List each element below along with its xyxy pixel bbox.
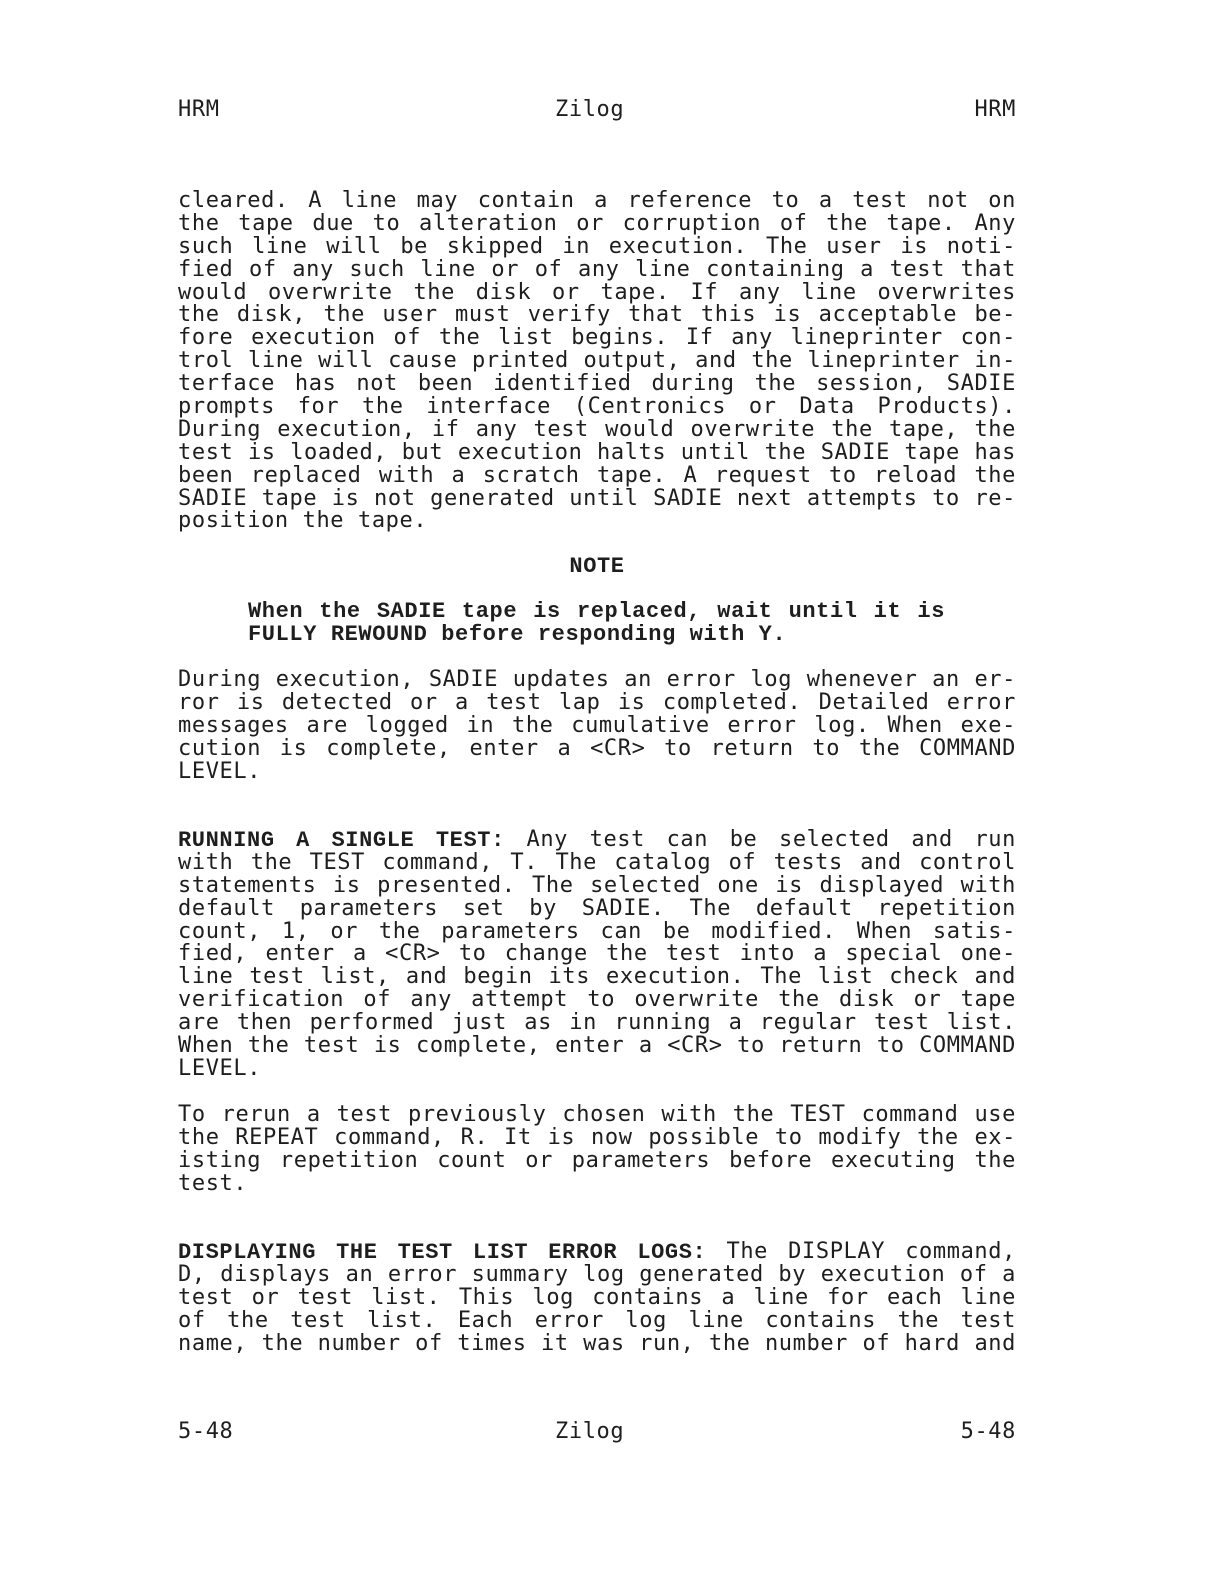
section-heading-running-single-test: RUNNING A SINGLE TEST: <box>178 828 505 853</box>
text-line: test or test list. This log contains a line for each line <box>178 1284 1016 1310</box>
text-line: ror is detected or a test lap is completed. Detailed error <box>178 689 1016 715</box>
text-line: When the test is complete, enter a <CR> to return to COMMAND <box>178 1033 1016 1059</box>
text-line: position the tape. <box>178 508 428 534</box>
section-heading-displaying-error-logs: DISPLAYING THE TEST LIST ERROR LOGS: <box>178 1240 707 1265</box>
text-line: statements is presented. The selected one is displayed with <box>178 872 1016 898</box>
note-line: When the SADIE tape is replaced, wait until it is <box>248 599 945 624</box>
text-line: trol line will cause printed output, and the lineprinter in- <box>178 348 1016 374</box>
text-line: cution is complete, enter a <CR> to return to the COMMAND <box>178 735 1016 761</box>
text-line: with the TEST command, T. The catalog of tests and control <box>178 849 1016 875</box>
continuation-paragraph <box>178 190 1016 533</box>
text-line <box>178 1241 1016 1264</box>
text-line: default parameters set by SADIE. The default repetition <box>178 895 1016 921</box>
text-line: During execution, SADIE updates an error log whenever an er- <box>178 667 1016 692</box>
text-line: To rerun a test previously chosen with the TEST command use <box>178 1102 1016 1127</box>
text-line: terface has not been identified during the session, SADIE <box>178 371 1016 397</box>
text-line: line test list, and begin its execution. The list check and <box>178 964 1016 990</box>
text-line: During execution, if any test would overwrite the tape, the <box>178 416 1016 442</box>
running-single-test-paragraph <box>178 829 1016 1081</box>
note-line: FULLY REWOUND before responding with Y. <box>248 621 787 647</box>
rerun-paragraph <box>178 1104 1016 1196</box>
page-footer <box>178 1420 1016 1443</box>
text-span: The DISPLAY command, <box>726 1239 1016 1264</box>
text-line: the disk, the user must verify that this is acceptable be- <box>178 302 1016 328</box>
text-span: Any test can be selected and run <box>526 827 1016 852</box>
text-line: fied of any such line or of any line containing a test that <box>178 256 1016 282</box>
footer-left-page-number: 5-48 <box>178 1419 234 1444</box>
text-line: D, displays an error summary log generated by execution of a <box>178 1261 1016 1287</box>
text-line: prompts for the interface (Centronics or Data Products). <box>178 394 1016 420</box>
header-center-label: Zilog <box>555 97 625 122</box>
text-line: would overwrite the disk or tape. If any line overwrites <box>178 279 1016 305</box>
text-line: fore execution of the list begins. If any lineprinter con- <box>178 325 1016 351</box>
footer-right-page-number: 5-48 <box>960 1419 1016 1444</box>
text-line: fied, enter a <CR> to change the test into a special one- <box>178 941 1016 967</box>
text-line: such line will be skipped in execution. The user is noti- <box>178 233 1016 259</box>
text-line <box>178 829 1016 852</box>
text-line: cleared. A line may contain a reference to a test not on <box>178 188 1016 213</box>
footer-center-label: Zilog <box>555 1419 625 1444</box>
text-line: verification of any attempt to overwrite the disk or tape <box>178 987 1016 1013</box>
displaying-error-logs-paragraph <box>178 1241 1016 1355</box>
text-line: LEVEL. <box>178 1055 262 1081</box>
text-line: SADIE tape is not generated until SADIE next attempts to re- <box>178 485 1016 511</box>
text-line: the tape due to alteration or corruption of the tape. Any <box>178 210 1016 236</box>
note-heading: NOTE <box>569 554 625 579</box>
text-line: test is loaded, but execution halts until the SADIE tape has <box>178 439 1016 465</box>
text-line: been replaced with a scratch tape. A request to reload the <box>178 462 1016 488</box>
page-header <box>178 98 1016 121</box>
note-body <box>248 601 945 647</box>
text-line: are then performed just as in running a regular test list. <box>178 1010 1016 1036</box>
execution-log-paragraph <box>178 669 1016 783</box>
header-left-label: HRM <box>178 97 220 122</box>
text-line: LEVEL. <box>178 758 262 784</box>
text-line: the REPEAT command, R. It is now possible to modify the ex- <box>178 1124 1016 1150</box>
text-line: name, the number of times it was run, the number of hard and <box>178 1330 1016 1356</box>
text-line: count, 1, or the parameters can be modified. When satis- <box>178 918 1016 944</box>
text-line: of the test list. Each error log line contains the test <box>178 1307 1016 1333</box>
text-line: test. <box>178 1170 248 1196</box>
text-line: messages are logged in the cumulative error log. When exe- <box>178 712 1016 738</box>
text-line: isting repetition count or parameters before executing the <box>178 1147 1016 1173</box>
header-right-label: HRM <box>974 97 1016 122</box>
